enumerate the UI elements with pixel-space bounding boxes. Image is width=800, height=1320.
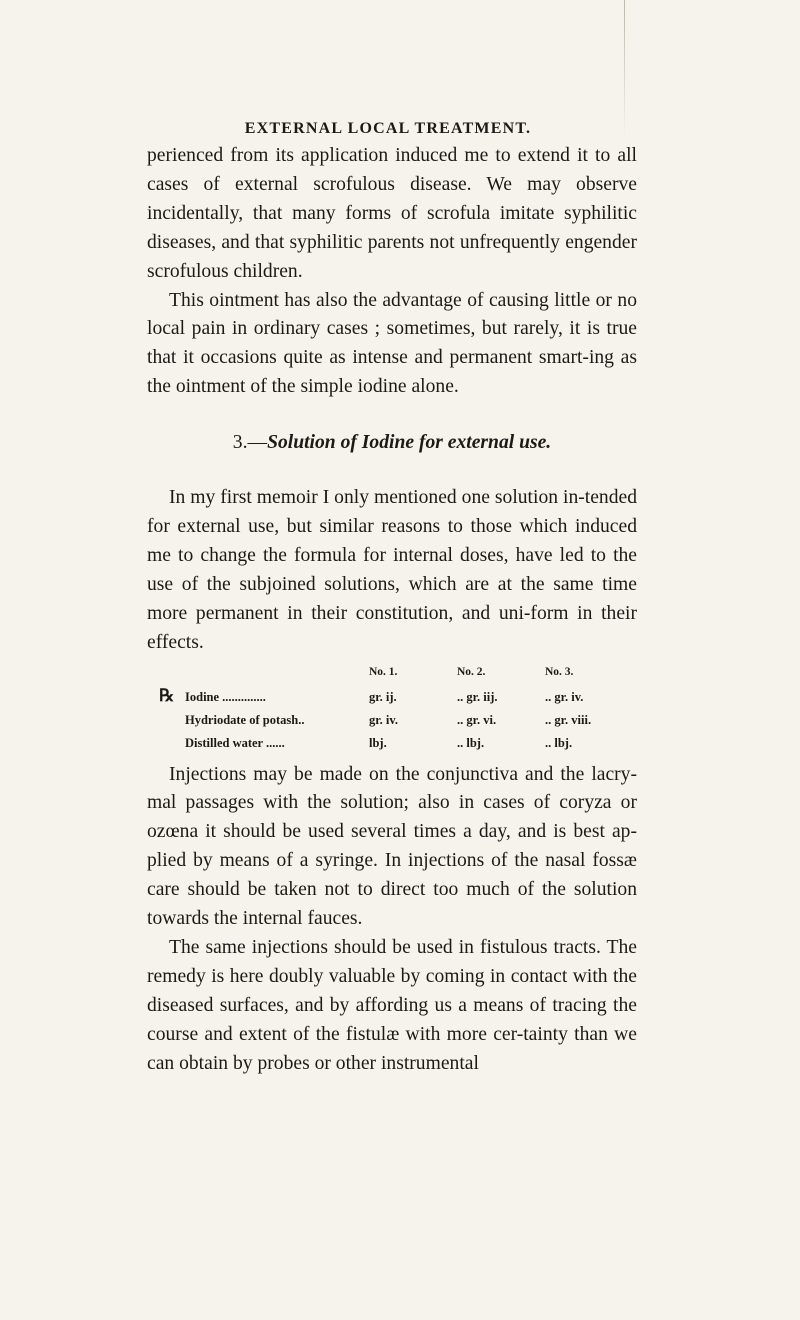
ingredient-name: Distilled water ...... <box>185 735 285 750</box>
column-header: No. 2. <box>457 665 486 678</box>
column-header: No. 3. <box>545 665 574 678</box>
paragraph-continued: perienced from its application induced me to extend it to all cases of external scrofulous disease. We may observe incidentally, that many forms of scrofula imitate syphilitic diseases, and that syphilitic parents not unfrequently engender scrofulous children. <box>147 145 637 282</box>
dose-value: .. gr. iv. <box>545 689 584 704</box>
dose-value: .. lbj. <box>545 735 573 750</box>
prescription-header <box>147 661 637 684</box>
paragraph-ointment: This ointment has also the advantage of causing little or no local pain in ordinary cases ; sometimes, but rarely, it is true that it occasions quite as intense and permanent smart-ing as the ointment of the simple iodine alone. <box>147 289 637 398</box>
ingredient-name: Hydriodate of potash.. <box>185 712 305 727</box>
binding-shadow <box>624 0 625 140</box>
prescription-row <box>147 732 637 755</box>
prescription-table <box>147 661 637 755</box>
dose-value: gr. iv. <box>369 712 399 727</box>
prescription-row <box>147 684 637 709</box>
paragraph-injections: Injections may be made on the conjunctiva and the lacry-mal passages with the solution; also in cases of coryza or ozœna it should be used several times a day, and is best ap-plied by means of a syringe. In injections of the nasal fossæ care should be taken not to direct too much of the solution towards the internal fauces. <box>147 763 637 930</box>
dose-value: .. lbj. <box>457 735 485 750</box>
paragraph-fistulous: The same injections should be used in fistulous tracts. The remedy is here doubly valuable by coming in contact with the diseased surfaces, and by affording us a means of tracing the course and extent of the fistulæ with more cer-tainty than we can obtain by probes or other instrumental <box>147 936 637 1074</box>
dose-value: .. gr. iij. <box>457 689 498 704</box>
section-heading <box>147 429 637 458</box>
prescription-row <box>147 709 637 732</box>
running-head: EXTERNAL LOCAL TREATMENT. <box>244 120 532 137</box>
dose-value: .. gr. viii. <box>545 712 592 727</box>
dose-value: lbj. <box>369 735 387 750</box>
column-header: No. 1. <box>369 665 398 678</box>
section-title: Solution of Iodine for external use. <box>267 432 552 454</box>
dose-value: .. gr. vi. <box>457 712 497 727</box>
paragraph-solution: In my first memoir I only mentioned one solution in-tended for external use, but similar reasons to those which induced me to change the formula for internal doses, have led to the use of the subjoined solutions, which are at the same time more permanent in their constitution, and uni-form in their effects. <box>147 487 637 653</box>
ingredient-name: Iodine .............. <box>185 689 266 704</box>
dose-value: gr. ij. <box>369 689 397 704</box>
recipe-symbol: ℞ <box>159 685 175 705</box>
body-text <box>147 142 637 1078</box>
section-number: 3.— <box>232 432 268 454</box>
